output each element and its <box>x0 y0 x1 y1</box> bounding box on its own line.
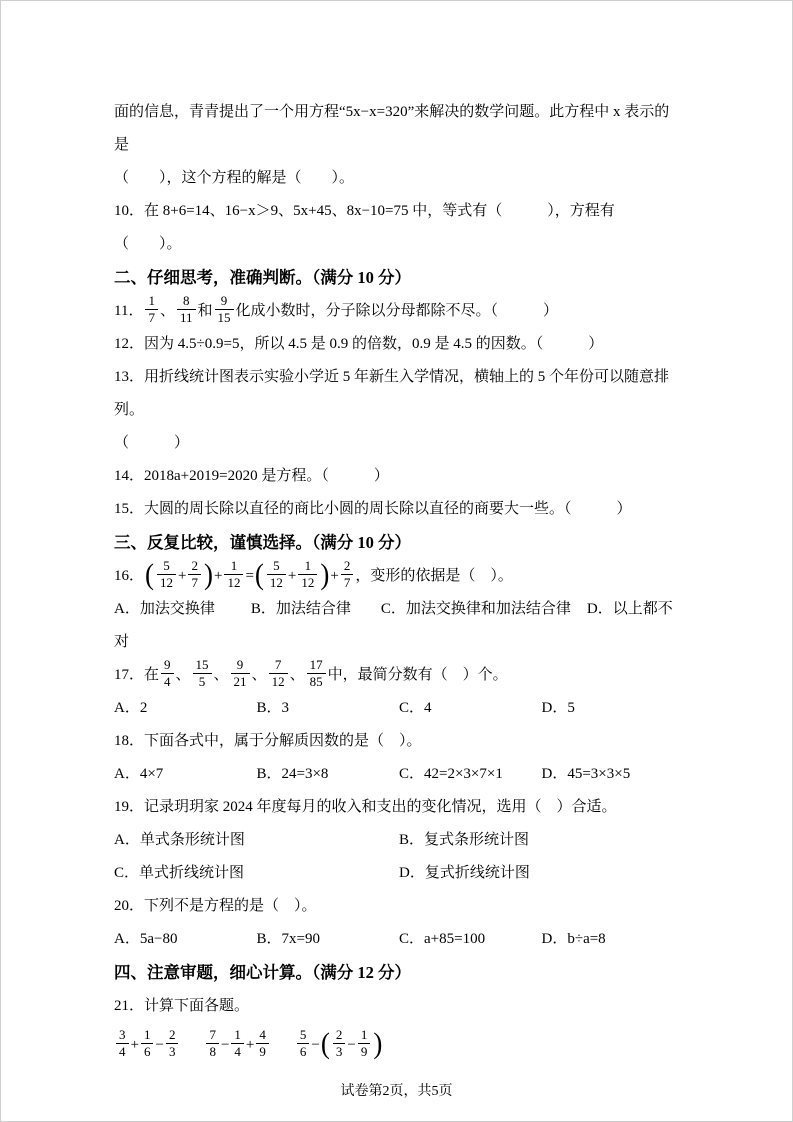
option-cell <box>114 857 399 890</box>
fraction <box>298 558 317 590</box>
big-paren: ( <box>320 1026 330 1060</box>
fraction <box>231 1027 244 1059</box>
text-run: B．加法结合律 <box>250 601 351 617</box>
fraction-denominator: 8 <box>209 1044 216 1060</box>
text-run: 13．用折线统计图表示实验小学近 5 年新生入学情况，横轴上的 5 个年份可以随意排列。 <box>114 369 670 418</box>
fraction <box>358 1027 371 1059</box>
text-run: D．以上都不 <box>586 601 673 617</box>
fraction <box>193 657 212 689</box>
fraction <box>224 558 243 590</box>
section-3-heading: 三、反复比较，谨慎选择。（满分 10 分） <box>114 533 411 552</box>
fraction-denominator: 12 <box>160 575 174 591</box>
text-run: A．单式条形统计图 <box>114 832 245 848</box>
big-paren: ) <box>373 1026 383 1060</box>
q19 <box>114 791 684 824</box>
option-cell <box>542 923 685 956</box>
fraction <box>267 558 286 590</box>
fraction-numerator: 9 <box>161 657 174 674</box>
fraction <box>188 558 201 590</box>
fraction-denominator: 3 <box>335 1044 343 1060</box>
text-run: 、 <box>289 667 305 683</box>
q20-options <box>114 923 684 956</box>
fraction-numerator: 15 <box>193 657 212 674</box>
text-run: B．7x=90 <box>256 931 320 947</box>
option-cell <box>399 857 684 890</box>
fraction-numerator: 1 <box>141 1027 154 1044</box>
fraction <box>161 657 174 689</box>
option-cell <box>114 692 257 725</box>
fraction <box>141 1027 154 1059</box>
fraction <box>177 293 196 325</box>
fraction-denominator: 7 <box>191 575 198 591</box>
fraction <box>231 657 250 689</box>
fraction <box>256 1027 269 1059</box>
option-cell <box>114 824 399 857</box>
q9-continuation-line2 <box>114 162 684 195</box>
text-run: 、 <box>175 667 191 683</box>
text-run: 16． <box>114 568 145 584</box>
fraction-numerator: 7 <box>206 1027 219 1044</box>
fraction-numerator: 7 <box>269 657 288 674</box>
text-run: C．42=2×3×7×1 <box>399 766 503 782</box>
big-paren: ( <box>254 557 264 591</box>
fraction-denominator: 21 <box>233 674 247 690</box>
fraction-numerator: 5 <box>267 558 286 575</box>
q15 <box>114 493 684 526</box>
fraction <box>269 657 288 689</box>
fraction-denominator: 5 <box>198 674 206 690</box>
q12 <box>114 328 684 361</box>
text-run: B．3 <box>256 700 290 716</box>
text-run: − <box>155 1037 164 1053</box>
fraction-numerator: 4 <box>256 1027 269 1044</box>
fraction-denominator: 12 <box>227 575 241 591</box>
text-run: ，变形的依据是（ ）。 <box>355 568 513 584</box>
fraction-numerator: 5 <box>297 1027 310 1044</box>
q18 <box>114 725 684 758</box>
fraction-denominator: 12 <box>269 575 283 591</box>
text-run: − <box>220 1037 230 1053</box>
fraction-denominator: 12 <box>271 674 285 690</box>
big-paren: ( <box>145 557 155 591</box>
text-run: 和 <box>197 303 213 319</box>
fraction-denominator: 15 <box>217 310 231 326</box>
q11 <box>114 295 684 328</box>
option-cell <box>399 758 542 791</box>
fraction-numerator: 3 <box>116 1027 129 1044</box>
option-cell <box>257 692 400 725</box>
text-run: 17．在 <box>114 667 160 683</box>
text-run: D．5 <box>541 700 575 716</box>
text-run: （ ）。 <box>114 236 182 252</box>
fraction-numerator: 1 <box>358 1027 371 1044</box>
text-run: D．b÷a=8 <box>541 931 606 947</box>
fraction <box>333 1027 346 1059</box>
text-run: 18．下面各式中，属于分解质因数的是（ ）。 <box>114 733 422 749</box>
fraction-numerator: 2 <box>333 1027 346 1044</box>
q19-options-row2 <box>114 857 684 890</box>
text-run: D．45=3×3×5 <box>541 766 631 782</box>
text-run: A．4×7 <box>114 766 164 782</box>
text-run: A．5a−80 <box>114 931 178 947</box>
fraction <box>215 293 234 325</box>
fraction-numerator: 2 <box>188 558 201 575</box>
fraction-numerator: 2 <box>341 558 354 575</box>
fraction-denominator: 9 <box>259 1044 266 1060</box>
text-run: 、 <box>159 303 175 319</box>
text-run: 11． <box>114 303 144 319</box>
q10-line1 <box>114 195 684 228</box>
text-run: 面的信息，青青提出了一个用方程“5x−x=320”来解决的数学问题。此方程中 x 表示的是 <box>114 104 670 153</box>
text-run: 21．计算下面各题。 <box>114 998 250 1014</box>
text-run: 化成小数时，分子除以分母都除不尽。（ ） <box>235 303 559 319</box>
fraction-denominator: 4 <box>234 1044 241 1060</box>
option-cell <box>114 758 257 791</box>
text-run: + <box>178 568 187 584</box>
big-paren: ) <box>203 557 213 591</box>
fraction-denominator: 4 <box>119 1044 126 1060</box>
fraction-denominator: 3 <box>168 1044 176 1060</box>
text-run: 19．记录玥玥家 2024 年度每月的收入和支出的变化情况，选用（ ）合适。 <box>114 799 617 815</box>
q14 <box>114 460 684 493</box>
q16-options <box>114 593 684 626</box>
text-run: 14．2018a+2019=2020 是方程。（ ） <box>114 468 389 484</box>
q19-options-row1 <box>114 824 684 857</box>
fraction-numerator: 8 <box>177 293 196 310</box>
fraction-numerator: 1 <box>224 558 243 575</box>
fraction-numerator: 1 <box>298 558 317 575</box>
q13-line2 <box>114 427 684 460</box>
fraction-numerator: 2 <box>166 1027 179 1044</box>
fraction-numerator: 17 <box>307 657 326 674</box>
text-run: A．加法交换律 <box>114 601 215 617</box>
text-run: + <box>287 568 297 584</box>
text-run: 对 <box>114 634 130 650</box>
q17-options <box>114 692 684 725</box>
q18-options <box>114 758 684 791</box>
option-cell <box>114 923 257 956</box>
text-run: + <box>330 568 339 584</box>
text-run: D．复式折线统计图 <box>399 865 530 881</box>
text-run: C．加法交换律和加法结合律 <box>380 601 571 617</box>
fraction-denominator: 85 <box>309 674 323 690</box>
option-cell <box>399 923 542 956</box>
exam-content <box>114 96 684 1062</box>
fraction <box>297 1027 310 1059</box>
text-run: 15．大圆的周长除以直径的商比小圆的周长除以直径的商要大一些。（ ） <box>114 501 632 517</box>
fraction <box>341 558 354 590</box>
page-footer: 试卷第2页，共5页 <box>340 1084 453 1099</box>
text-run: − <box>347 1037 356 1053</box>
q13-line1 <box>114 361 684 427</box>
option-cell <box>542 692 685 725</box>
fraction-denominator: 4 <box>164 674 171 690</box>
section-2-heading: 二、仔细思考，准确判断。（满分 10 分） <box>114 268 411 287</box>
option-cell <box>257 758 400 791</box>
fraction <box>206 1027 219 1059</box>
text-run: （ ） <box>114 435 190 451</box>
fraction-denominator: 11 <box>179 310 193 326</box>
section-4-heading: 四、注意审题，细心计算。（满分 12 分） <box>114 963 411 982</box>
text-run: 、 <box>251 667 267 683</box>
option-cell <box>257 923 400 956</box>
text-run: B．复式条形统计图 <box>399 832 530 848</box>
text-run: + <box>245 1037 255 1053</box>
q16 <box>114 557 684 593</box>
text-run: 中，最简分数有（ ）个。 <box>327 667 508 683</box>
option-cell <box>399 692 542 725</box>
option-cell <box>542 758 685 791</box>
text-run: + <box>130 1037 139 1053</box>
text-run: 12．因为 4.5÷0.9=5，所以 4.5 是 0.9 的倍数，0.9 是 4.5 的因数。（ ） <box>114 336 604 352</box>
text-run: （ ），这个方程的解是（ ）。 <box>114 170 355 186</box>
text-run: + <box>213 568 223 584</box>
big-paren: ) <box>320 557 330 591</box>
q21-expressions <box>114 1026 684 1062</box>
option-cell <box>399 824 684 857</box>
fraction <box>145 293 158 325</box>
text-run: C．单式折线统计图 <box>114 865 245 881</box>
q17 <box>114 659 684 692</box>
fraction-numerator: 1 <box>145 293 158 310</box>
text-run: B．24=3×8 <box>256 766 329 782</box>
fraction <box>116 1027 129 1059</box>
fraction <box>307 657 326 689</box>
fraction-denominator: 7 <box>343 575 351 591</box>
fraction <box>157 558 176 590</box>
text-run: 、 <box>213 667 229 683</box>
text-run: 20．下列不是方程的是（ ）。 <box>114 898 317 914</box>
fraction-numerator: 5 <box>157 558 176 575</box>
fraction-denominator: 9 <box>360 1044 368 1060</box>
text-run: − <box>311 1037 320 1053</box>
q10-line2 <box>114 228 684 261</box>
fraction-denominator: 6 <box>143 1044 151 1060</box>
fraction-denominator: 12 <box>301 575 315 591</box>
fraction-numerator: 1 <box>231 1027 244 1044</box>
fraction-denominator: 6 <box>299 1044 307 1060</box>
text-run: C．a+85=100 <box>399 931 486 947</box>
fraction <box>166 1027 179 1059</box>
text-run: 10．在 8+6=14、16−x＞9、5x+45、8x−10=75 中，等式有（ ），方程有 <box>114 203 615 219</box>
fraction-denominator: 7 <box>148 310 155 326</box>
q20 <box>114 890 684 923</box>
text-run: C．4 <box>399 700 432 716</box>
fraction-numerator: 9 <box>215 293 234 310</box>
text-run: = <box>245 568 254 584</box>
text-run: A．2 <box>114 700 148 716</box>
fraction-numerator: 9 <box>231 657 250 674</box>
q16-options-wrap <box>114 626 684 659</box>
q9-continuation-line1 <box>114 96 684 162</box>
q21 <box>114 990 684 1023</box>
